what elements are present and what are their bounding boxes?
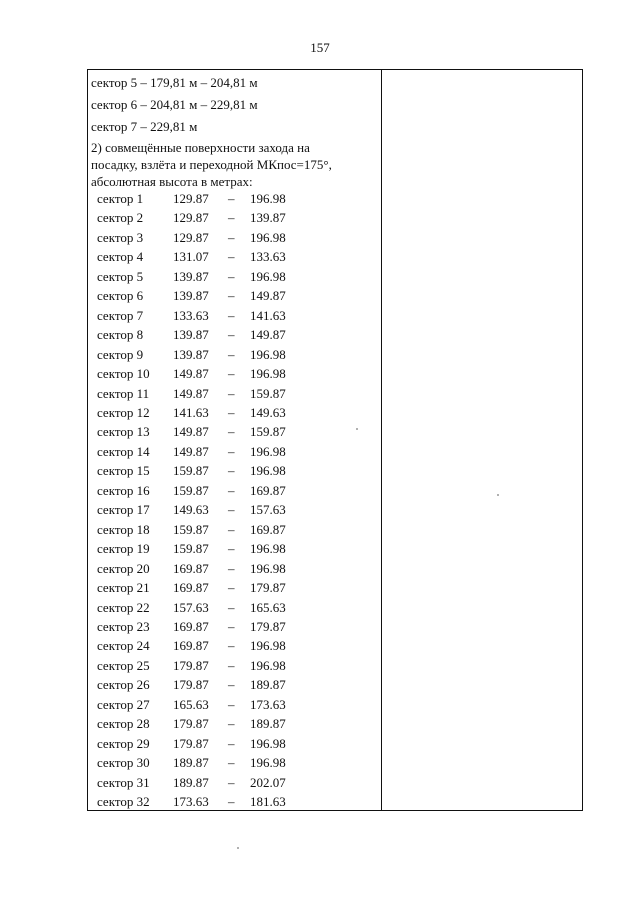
range-dash: – <box>228 210 235 226</box>
sector-from-value: 165.63 <box>173 696 209 712</box>
sector-to-value: 139.87 <box>250 210 286 226</box>
range-dash: – <box>228 618 235 634</box>
range-dash: – <box>228 521 235 537</box>
range-dash: – <box>228 327 235 343</box>
range-dash: – <box>228 774 235 790</box>
sector-from-value: 129.87 <box>173 210 209 226</box>
sector-name: сектор 20 <box>97 560 150 576</box>
sector-from-value: 157.63 <box>173 599 209 615</box>
sector-to-value: 196.98 <box>250 463 286 479</box>
page-number: 157 <box>310 40 330 55</box>
range-dash: – <box>228 638 235 654</box>
range-dash: – <box>228 249 235 265</box>
sector-from-value: 139.87 <box>173 268 209 284</box>
sector-name: сектор 24 <box>97 638 150 654</box>
sector-to-value: 141.63 <box>250 307 286 323</box>
sector-from-value: 179.87 <box>173 657 209 673</box>
sector-name: сектор 13 <box>97 424 150 440</box>
sector-to-value: 169.87 <box>250 521 286 537</box>
range-dash: – <box>228 657 235 673</box>
sector-to-value: 165.63 <box>250 599 286 615</box>
sector-to-value: 196.98 <box>250 268 286 284</box>
intro-line: 2) совмещённые поверхности захода на <box>91 140 310 155</box>
sector-to-value: 181.63 <box>250 793 286 809</box>
range-dash: – <box>228 229 235 245</box>
sector-name: сектор 12 <box>97 404 150 420</box>
sector-name: сектор 18 <box>97 521 150 537</box>
range-dash: – <box>228 580 235 595</box>
sector-from-value: 139.87 <box>173 346 209 362</box>
sector-name: сектор 25 <box>97 657 150 673</box>
range-dash: – <box>228 696 235 712</box>
sector-from-value: 159.87 <box>173 482 209 498</box>
sector-to-value: 196.98 <box>250 755 286 770</box>
range-dash: – <box>228 793 235 809</box>
sector-from-value: 179.87 <box>173 677 209 693</box>
scan-speck <box>237 847 239 849</box>
sector-name: сектор 5 <box>97 268 144 284</box>
sector-name: сектор 7 <box>97 307 144 323</box>
sector-from-value: 139.87 <box>173 288 209 304</box>
sector-name: сектор 32 <box>97 793 150 809</box>
sector-to-value: 179.87 <box>250 580 286 595</box>
sector-name: сектор 22 <box>97 599 150 615</box>
sector-to-value: 133.63 <box>250 249 286 265</box>
sector-from-value: 149.87 <box>173 424 209 440</box>
range-dash: – <box>228 268 235 284</box>
sector-to-value: 196.98 <box>250 657 286 673</box>
sector-to-value: 149.87 <box>250 327 286 343</box>
sector-name: сектор 28 <box>97 716 150 732</box>
sector-from-value: 173.63 <box>173 793 209 809</box>
sector-from-value: 129.87 <box>173 191 209 206</box>
sector-from-value: 169.87 <box>173 560 209 576</box>
sector-to-value: 149.63 <box>250 404 286 420</box>
scan-speck <box>497 494 499 496</box>
sector-from-value: 149.87 <box>173 385 209 401</box>
range-dash: – <box>228 366 235 381</box>
range-dash: – <box>228 346 235 362</box>
column-divider <box>381 70 382 810</box>
sector-name: сектор 29 <box>97 735 150 751</box>
sector-name: сектор 17 <box>97 502 150 518</box>
range-dash: – <box>228 424 235 440</box>
sector-from-value: 133.63 <box>173 307 209 323</box>
sector-to-value: 173.63 <box>250 696 286 712</box>
sector-name: сектор 11 <box>97 385 150 401</box>
sector-to-value: 159.87 <box>250 424 286 440</box>
range-dash: – <box>228 541 235 557</box>
sector-from-value: 141.63 <box>173 404 209 420</box>
intro-line: сектор 6 – 204,81 м – 229,81 м <box>91 97 258 112</box>
sector-to-value: 196.98 <box>250 560 286 576</box>
sector-from-value: 169.87 <box>173 618 209 634</box>
sector-from-value: 169.87 <box>173 638 209 654</box>
sector-to-value: 169.87 <box>250 482 286 498</box>
sector-from-value: 159.87 <box>173 541 209 557</box>
sector-from-value: 159.87 <box>173 463 209 479</box>
sector-to-value: 196.98 <box>250 638 286 654</box>
sector-to-value: 179.87 <box>250 618 286 634</box>
sector-to-value: 196.98 <box>250 443 286 459</box>
sector-from-value: 149.87 <box>173 366 209 381</box>
range-dash: – <box>228 560 235 576</box>
sector-to-value: 189.87 <box>250 677 286 693</box>
sector-from-value: 129.87 <box>173 229 209 245</box>
sector-name: сектор 2 <box>97 210 144 226</box>
sector-name: сектор 6 <box>97 288 144 304</box>
scan-speck <box>356 428 358 430</box>
range-dash: – <box>228 677 235 693</box>
sector-name: сектор 14 <box>97 443 150 459</box>
sector-from-value: 159.87 <box>173 521 209 537</box>
sector-from-value: 149.63 <box>173 502 209 518</box>
sector-to-value: 149.87 <box>250 288 286 304</box>
sector-name: сектор 9 <box>97 346 144 362</box>
range-dash: – <box>228 502 235 518</box>
sector-name: сектор 30 <box>97 755 150 770</box>
range-dash: – <box>228 735 235 751</box>
sector-from-value: 189.87 <box>173 755 209 770</box>
sector-to-value: 189.87 <box>250 716 286 732</box>
sector-to-value: 196.98 <box>250 346 286 362</box>
sector-from-value: 179.87 <box>173 735 209 751</box>
sector-name: сектор 1 <box>97 191 144 206</box>
range-dash: – <box>228 482 235 498</box>
sector-name: сектор 26 <box>97 677 150 693</box>
sector-name: сектор 16 <box>97 482 150 498</box>
sector-name: сектор 8 <box>97 327 144 343</box>
sector-from-value: 139.87 <box>173 327 209 343</box>
sector-to-value: 196.98 <box>250 541 286 557</box>
range-dash: – <box>228 716 235 732</box>
intro-line: посадку, взлёта и переходной МКпос=175°, <box>91 157 332 172</box>
intro-line: абсолютная высота в метрах: <box>91 174 253 189</box>
sector-to-value: 196.98 <box>250 191 286 206</box>
range-dash: – <box>228 463 235 479</box>
range-dash: – <box>228 288 235 304</box>
sector-to-value: 196.98 <box>250 735 286 751</box>
sector-from-value: 169.87 <box>173 580 209 595</box>
sector-from-value: 149.87 <box>173 443 209 459</box>
sector-name: сектор 27 <box>97 696 150 712</box>
range-dash: – <box>228 599 235 615</box>
sector-name: сектор 3 <box>97 229 144 245</box>
intro-line: сектор 5 – 179,81 м – 204,81 м <box>91 75 258 90</box>
intro-line: сектор 7 – 229,81 м <box>91 119 198 134</box>
document-table <box>87 69 583 811</box>
sector-from-value: 131.07 <box>173 249 209 265</box>
sector-name: сектор 21 <box>97 580 150 595</box>
sector-name: сектор 23 <box>97 618 150 634</box>
sector-name: сектор 19 <box>97 541 150 557</box>
sector-name: сектор 31 <box>97 774 150 790</box>
sector-name: сектор 15 <box>97 463 150 479</box>
range-dash: – <box>228 755 235 770</box>
sector-name: сектор 10 <box>97 366 150 381</box>
range-dash: – <box>228 404 235 420</box>
range-dash: – <box>228 307 235 323</box>
sector-to-value: 202.07 <box>250 774 286 790</box>
sector-from-value: 189.87 <box>173 774 209 790</box>
sector-to-value: 196.98 <box>250 229 286 245</box>
sector-to-value: 157.63 <box>250 502 286 518</box>
range-dash: – <box>228 443 235 459</box>
sector-from-value: 179.87 <box>173 716 209 732</box>
sector-name: сектор 4 <box>97 249 144 265</box>
sector-to-value: 159.87 <box>250 385 286 401</box>
range-dash: – <box>228 191 235 206</box>
range-dash: – <box>228 385 235 401</box>
sector-to-value: 196.98 <box>250 366 286 381</box>
